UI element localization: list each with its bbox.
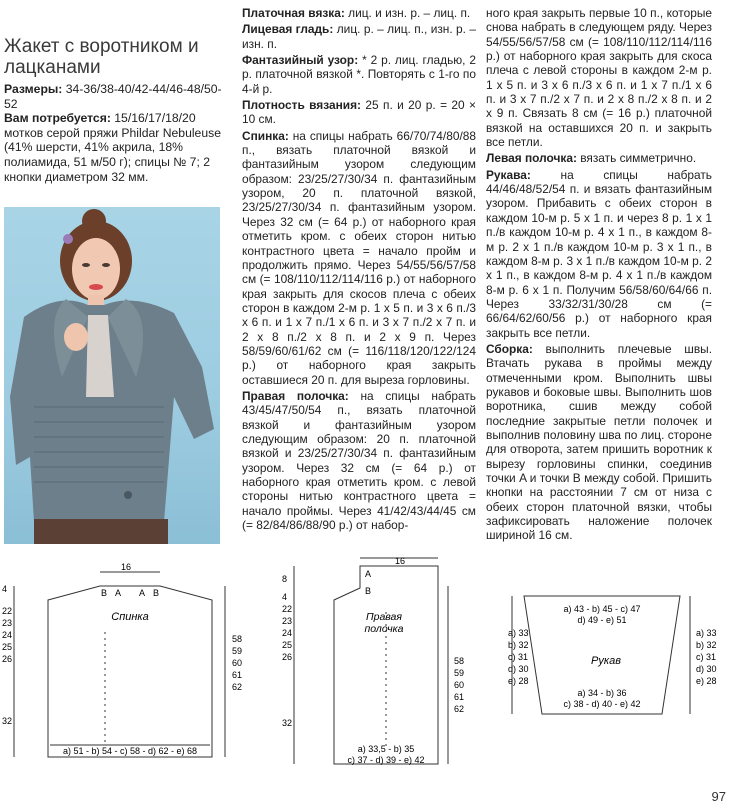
back-dim: 32 bbox=[2, 716, 13, 726]
sleeve-dim: c) 31 bbox=[508, 652, 529, 662]
sleeve-dim: d) 30 bbox=[696, 664, 717, 674]
front-dim: 23 bbox=[282, 616, 293, 626]
front-label: Правая полочка bbox=[364, 611, 404, 635]
paragraph-label: Фантазийный узор: bbox=[242, 53, 359, 68]
front-schematic bbox=[280, 552, 500, 772]
front-dim: 61 bbox=[454, 692, 465, 702]
instructions-column-right bbox=[486, 6, 712, 545]
front-bottom-widths-2: c) 37 - d) 39 - e) 42 bbox=[347, 755, 425, 765]
back-dim: 4 bbox=[2, 584, 8, 594]
point-label: A bbox=[365, 569, 372, 579]
back-bottom-widths: a) 51 - b) 54 - c) 58 - d) 62 - e) 68 bbox=[62, 746, 198, 756]
point-label: B bbox=[365, 586, 372, 596]
front-dim: 4 bbox=[282, 592, 288, 602]
paragraph bbox=[242, 98, 476, 127]
front-dim: 25 bbox=[282, 640, 293, 650]
sleeve-dim: b) 32 bbox=[508, 640, 529, 650]
front-dim: 62 bbox=[454, 704, 465, 714]
back-dim: 23 bbox=[2, 618, 13, 628]
paragraph bbox=[486, 342, 712, 543]
paragraph-label: Правая полочка: bbox=[242, 388, 349, 403]
back-dim: 59 bbox=[232, 646, 243, 656]
paragraph-label: Платочная вязка: bbox=[242, 6, 345, 20]
back-dim: 58 bbox=[232, 634, 243, 644]
back-dim: 24 bbox=[2, 630, 13, 640]
back-label: Спинка bbox=[111, 611, 149, 623]
paragraph-label: Сборка: bbox=[486, 341, 533, 356]
paragraph bbox=[242, 129, 476, 387]
paragraph-text: лиц. и изн. р. – лиц. п. bbox=[348, 6, 471, 20]
front-dim: 22 bbox=[282, 604, 293, 614]
paragraph-label: Рукава: bbox=[486, 167, 531, 182]
paragraph bbox=[486, 168, 712, 340]
back-dim: 22 bbox=[2, 606, 13, 616]
paragraph bbox=[242, 22, 476, 51]
back-dim: 26 bbox=[2, 654, 13, 664]
paragraph-text: вязать симметрично. bbox=[580, 151, 697, 166]
front-dim: 8 bbox=[282, 574, 288, 584]
point-label: B bbox=[152, 588, 160, 598]
sleeve-bottom-width-1: a) 34 - b) 36 bbox=[577, 688, 627, 698]
point-label: A bbox=[138, 588, 146, 598]
intro-column bbox=[4, 6, 232, 184]
sleeve-top-width-1: a) 43 - b) 45 - c) 47 bbox=[563, 604, 641, 614]
sleeve-bottom-width-2: c) 38 - d) 40 - e) 42 bbox=[563, 699, 641, 709]
point-label: B bbox=[100, 588, 108, 598]
materials-line bbox=[4, 111, 232, 184]
paragraph-text: выполнить плечевые швы. Втачать рукава в проймы между отмеченными кром. Выполнить швы рукавов и боковые швы. Выполнить шов воротника, сшив между собой последние закрытые петли полочек и выполнив половину шва по лиц. стороне для отворота, затем пришить воротник к вырезу горловины спинки, соединив точки A и точки B между собой. Пришить кнопки на расстоянии 7 см от низа с обеих сторон платочной вязки, чтобы зафиксировать наложение полочек шириной 16 см. bbox=[486, 341, 712, 543]
front-bottom-widths-1: a) 33,5 - b) 35 bbox=[357, 744, 415, 754]
paragraph bbox=[242, 53, 476, 96]
paragraph-label: Лицевая гладь: bbox=[242, 22, 334, 37]
paragraph-text: на спицы набрать 44/46/48/52/54 п. и вязать фантазийным узором. Прибавить с обеих сторон в каждом 10-м р. 5 х 1 п. и через 8 р. 1 х 1 п./в каждом 10-м р. 4 х 1 п., в каждом 8-м р. 2 х 1 п./в каждом 10-м р. 3 х 1 п., в каждом 8-м р. 3 х 1 п./в каждом 10-м р. 2 х 1 п., в каждом 8-м р. 4 х 1 п./в каждом 8-м р. 6 х 1 п. Получим 56/58/60/64/66 п. Через 33/32/31/30/28 см (= 66/64/62/60/56 р.) от наборного края закрыть все петли. bbox=[486, 167, 712, 340]
model-photo bbox=[4, 207, 220, 544]
paragraph-text: на спицы набрать 43/45/47/50/54 п., вязать платочной вязкой и фантазийным узором следующим образом: 20 п. платочной вязкой и 23/25/27/30/34 п. фантазийным узором. Через 32 см (= 64 р.) от наборного края отметить кром. с левой стороны нитью контрастного цвета = начало проймы. Через 41/42/43/44/45 см (= 82/84/86/88/90 р.) от набор- bbox=[242, 388, 477, 533]
paragraph-text: ного края закрыть первые 10 п., которые снова набрать в следующем ряду. Через 54/55/56/57/58 см (= 108/110/112/114/116 р.) от наборного края закрыть для скоса плеча с левой стороны в каждом 2-м р. 1 х 5 п. и 3 х 6 п./3 х 6 п. и 1 х 7 п./1 х 6 п. и 3 х 7 п./2 х 7 п. и 2 х 8 п./2 х 8 п. и 2 х 9 п. Связать 8 см (= 16 р.) платочной вязкой на оставшихся 20 п. и закрыть все петли. bbox=[486, 6, 712, 150]
materials-value: 15/16/17/18/20 мотков серой пряжи Phildar Nebuleuse (41% шерсти, 41% акрила, 18% полиамида, 51 м/50 г); спицы № 7; 2 кнопки диаметром 32 мм. bbox=[4, 111, 221, 184]
front-dim: 59 bbox=[454, 668, 465, 678]
paragraph-text: 25 п. и 20 р. = 20 × 10 см. bbox=[242, 98, 476, 127]
instructions-column-middle bbox=[242, 6, 476, 534]
sleeve-dim: b) 32 bbox=[696, 640, 717, 650]
back-dim: 61 bbox=[232, 670, 243, 680]
paragraph bbox=[486, 6, 712, 149]
front-dim: 60 bbox=[454, 680, 465, 690]
sizes-label: Размеры: bbox=[4, 82, 63, 96]
materials-label: Вам потребуется: bbox=[4, 111, 111, 126]
back-top-width: 16 bbox=[120, 562, 132, 572]
front-dim: 24 bbox=[282, 628, 293, 638]
paragraph-label: Плотность вязания: bbox=[242, 98, 362, 113]
page-number: 97 bbox=[711, 789, 726, 804]
sleeve-schematic bbox=[506, 590, 736, 730]
front-top-width: 16 bbox=[394, 556, 406, 566]
front-dim: 32 bbox=[282, 718, 293, 728]
sleeve-dim: a) 33 bbox=[696, 628, 717, 638]
sleeve-dim: d) 30 bbox=[508, 664, 529, 674]
sleeve-label: Рукав bbox=[591, 655, 621, 667]
model-illustration bbox=[4, 207, 220, 544]
paragraph-text: лиц. р. – лиц. п., изн. р. – изн. п. bbox=[242, 22, 476, 51]
sizes-value: 34-36/38-40/42-44/46-48/50-52 bbox=[4, 82, 222, 111]
back-dim: 60 bbox=[232, 658, 243, 668]
front-dim: 58 bbox=[454, 656, 465, 666]
sleeve-dim: e) 28 bbox=[508, 676, 529, 686]
sleeve-dim: e) 28 bbox=[696, 676, 717, 686]
sleeve-top-width-2: d) 49 - e) 51 bbox=[577, 615, 627, 625]
paragraph-text: на спицы набрать 66/70/74/80/88 п., вязать платочной вязкой и фантазийным узором следующим образом: 23/25/27/30/34 п. фантазийным узором, 20 п. платочной вязкой, 23/25/27/30/34 п. фантазийным узором. Через 32 см (= 64 р.) от наборного края отметить кром. с обеих сторон нитью контрастного цвета = начало пройм и продолжить прямо. Через 54/55/56/57/58 см (= 108/110/112/114/116 р.) от наборного края закрыть для скосов плеча с обеих сторон в каждом 2-м р. 1 х 5 п. и 3 х 6 п./3 х 6 п. и 1 х 7 п./1 х 6 п. и 3 х 7 п./2 х 7 п. и 2 х 8 п./2 х 8 п. и 2 х 9 п. Через 58/59/60/61/62 см (= 116/118/120/122/124 р.) от наборного края закрыть оставшиеся 20 п. для выреза горловины. bbox=[242, 128, 476, 387]
back-dim: 25 bbox=[2, 642, 13, 652]
paragraph-text: * 2 р. лиц. гладью, 2 р. платочной вязкой *. Повторять с 1-го по 4-й р. bbox=[242, 53, 476, 96]
pattern-title: Жакет с воротником и лацканами bbox=[4, 36, 199, 78]
back-dim: 62 bbox=[232, 682, 243, 692]
sizes-line bbox=[4, 82, 232, 111]
back-schematic bbox=[0, 552, 250, 772]
sleeve-dim: c) 31 bbox=[696, 652, 717, 662]
paragraph-label: Левая полочка: bbox=[486, 151, 577, 166]
front-dim: 26 bbox=[282, 652, 293, 662]
paragraph bbox=[486, 151, 712, 165]
paragraph bbox=[242, 6, 476, 20]
paragraph bbox=[242, 389, 476, 532]
paragraph-label: Спинка: bbox=[242, 128, 289, 143]
point-label: A bbox=[114, 588, 122, 598]
sleeve-dim: a) 33 bbox=[508, 628, 529, 638]
